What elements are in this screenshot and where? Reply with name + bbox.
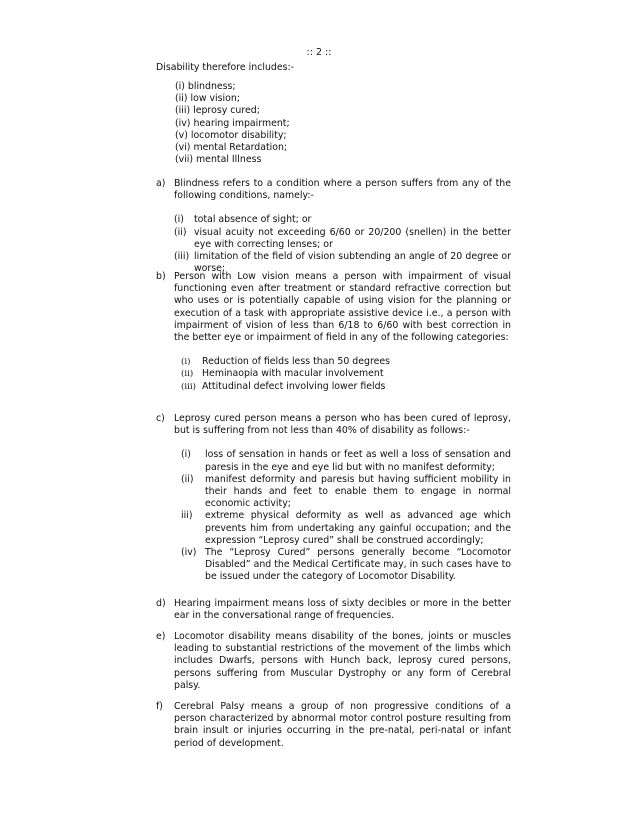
intro-text: Disability therefore includes:-	[156, 62, 295, 73]
list-item: iii) extreme physical deformity as well as advanced age which prevents him from undertaking any gainful occupation; and the expression “Leprosy cured” shall be construed accordingly;	[181, 510, 511, 546]
item-number: iii)	[181, 510, 193, 522]
disability-list	[175, 81, 290, 166]
list-item: (v) locomotor disability;	[175, 129, 287, 141]
section-e	[156, 631, 511, 692]
list-item: (ii) manifest deformity and paresis but having sufficient mobility in their hands and feet to enable them to engage in normal economic activity;	[181, 473, 511, 510]
section-label: a)	[156, 178, 166, 189]
section-label: f)	[156, 701, 163, 712]
item-number: (iii)	[181, 381, 196, 392]
list-item: (iii) Attitudinal defect involving lower fields	[181, 380, 386, 392]
section-b-items	[156, 356, 511, 393]
list-item: (ii) visual acuity not exceeding 6/60 or 20/200 (snellen) in the better eye with correcting lenses; or	[174, 226, 511, 250]
section-a-text: a) Blindness refers to a condition where a person suffers from any of the following conditions, namely:-	[156, 178, 511, 202]
list-item: (ii) low vision;	[175, 93, 240, 105]
section-d-text: d) Hearing impairment means loss of sixty decibles or more in the better ear in the conversational range of frequencies.	[156, 598, 511, 622]
item-number: (iv)	[181, 547, 197, 559]
section-b-text: b) Person with Low vision means a person with impairment of visual functioning even after treatment or standard refractive correction but who uses or is potentially capable of using vision for the planning or execution of a task with appropriate assistive device i.e., a person with impairment of vision of less than 6/18 to 6/60 with best correction in the better eye or impairment of field in any of the following categories:	[156, 271, 511, 344]
list-item: (i) loss of sensation in hands or feet as well a loss of sensation and paresis in the eye and eye lid but with no manifest deformity;	[181, 449, 511, 473]
list-item: (i) total absence of sight; or	[174, 214, 312, 226]
list-item: (ii) Heminaopia with macular involvement	[181, 368, 384, 380]
section-d	[156, 598, 511, 622]
section-f	[156, 701, 511, 750]
item-number: (ii)	[181, 473, 194, 485]
section-label: c)	[156, 413, 165, 424]
list-item: (i) blindness;	[175, 81, 236, 92]
list-item: (iv) The “Leprosy Cured” persons generally become “Locomotor Disabled” and the Medical Certificate may, in such cases have to be issued under the category of Locomotor Disability.	[181, 547, 511, 583]
section-e-text: e) Locomotor disability means disability of the bones, joints or muscles leading to substantial restrictions of the movement of the limbs which includes Dwarfs, persons with Hunch back, leprosy cured persons, persons suffering from Muscular Dystrophy or any form of Cerebral palsy.	[156, 631, 511, 691]
item-number: (ii)	[181, 369, 194, 380]
item-number: (i)	[181, 357, 191, 368]
list-item: (iv) hearing impairment;	[175, 117, 290, 129]
list-item: (iii) limitation of the field of vision subtending an angle of 20 degree or worse;	[174, 251, 511, 275]
item-number: (ii)	[174, 226, 187, 238]
section-a	[156, 178, 511, 275]
section-c-items	[156, 449, 511, 583]
section-b	[156, 271, 511, 393]
list-item: (i) Reduction of fields less than 50 degrees	[181, 356, 391, 368]
section-a-items	[156, 214, 511, 275]
list-item: (vi) mental Retardation;	[175, 141, 288, 153]
section-label: b)	[156, 271, 166, 282]
section-f-text: f) Cerebral Palsy means a group of non progressive conditions of a person characterized by abnormal motor control posture resulting from brain insult or injuries occurring in the pre-natal, peri-natal or infant period of development.	[156, 701, 511, 749]
item-number: (i)	[181, 449, 191, 461]
section-c-text: c) Leprosy cured person means a person who has been cured of leprosy, but is suffering from not less than 40% of disability as follows:-	[156, 413, 511, 437]
section-label: d)	[156, 598, 166, 609]
list-item: (iii) leprosy cured;	[175, 105, 260, 117]
item-number: (i)	[174, 214, 184, 226]
list-item: (vii) mental Illness	[175, 154, 262, 166]
page-number: :: 2 ::	[306, 47, 332, 58]
section-label: e)	[156, 631, 166, 642]
item-number: (iii)	[174, 251, 190, 263]
section-c	[156, 413, 511, 584]
